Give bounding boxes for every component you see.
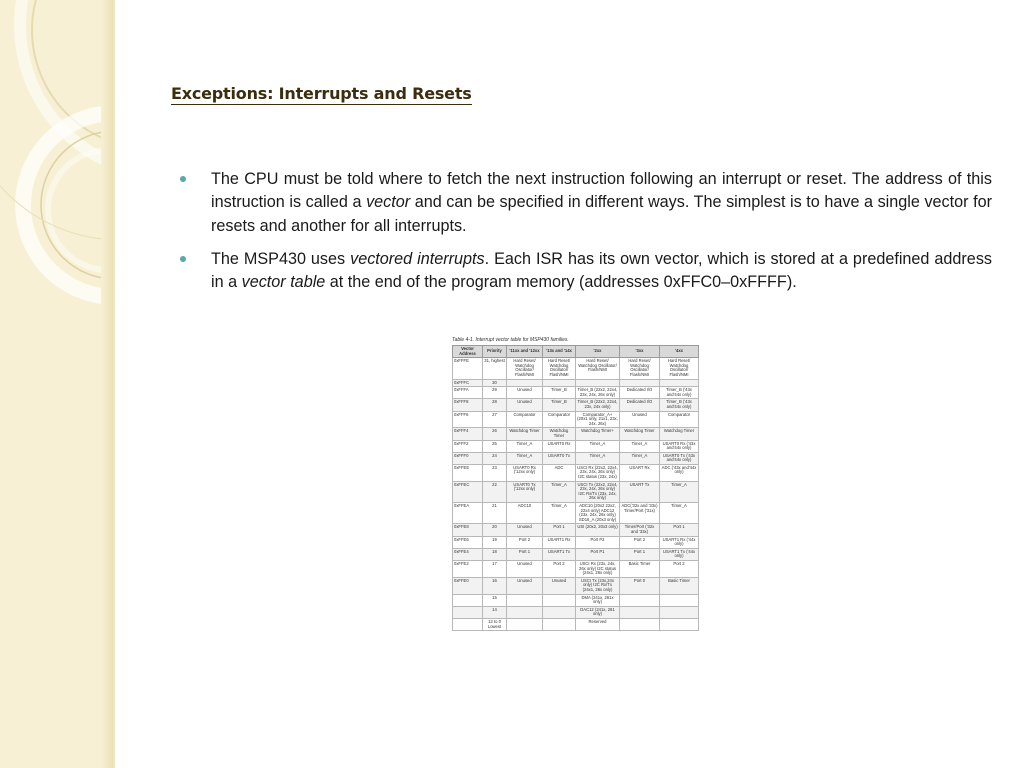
table-cell [543,379,576,387]
table-cell: Timer_A [543,481,576,502]
table-cell [620,594,660,606]
table-cell: Timer_B [543,387,576,399]
table-cell: 31, highest [483,358,507,379]
table-cell: Timer_A [576,440,620,452]
table-cell: USART Rx [620,464,660,481]
table-row [453,428,699,440]
table-row [453,411,699,428]
table-column-header: '2xx [576,346,620,358]
table-cell: USART0 Tx ('43x and'44x only) [660,452,699,464]
table-cell: Comparator [660,411,699,428]
table-cell: Timer_A [660,481,699,502]
decorative-circles-graphic [0,0,113,768]
table-cell: 0xFFF0 [453,452,483,464]
table-row [453,358,699,379]
table-row [453,577,699,594]
table-cell: Port 0 [620,577,660,594]
table-cell: 0xFFE0 [453,577,483,594]
table-cell: Dedicated I/O [620,387,660,399]
table-cell: 0xFFEA [453,503,483,524]
table-cell [660,606,699,618]
table-cell: ADC10 [507,503,543,524]
table-row [453,548,699,560]
table-cell: Hard Reset/ Watchdog Oscillator/ Flash/NMI [507,358,543,379]
table-cell: Timer_B ('43x and'44x only) [660,387,699,399]
table-column-header: '4xx [660,346,699,358]
table-cell [543,618,576,630]
table-cell [507,594,543,606]
emphasized-term: vectored interrupts [350,249,485,268]
bullet-dot-icon [180,256,186,262]
table-cell: 0xFFF8 [453,399,483,411]
table-cell: Hard Reset/ Watchdog Oscillator/ Flash/NMI [660,358,699,379]
emphasized-term: vector [366,193,411,212]
table-cell: 30 [483,379,507,387]
table-cell: Port 2 [507,536,543,548]
table-cell [660,594,699,606]
table-cell: 0xFFE8 [453,524,483,536]
table-cell: Basic Timer [660,577,699,594]
table-cell: 0xFFFA [453,387,483,399]
table-cell: Basic Timer [620,560,660,577]
table-cell [507,618,543,630]
table-cell: 20 [483,524,507,536]
table-cell: 24 [483,452,507,464]
table-header-row [453,346,699,358]
table-cell: USART1 Rx [543,536,576,548]
table-cell: DAC12 (241x, 261 only) [576,606,620,618]
table-cell: Port 1 [660,524,699,536]
table-column-header: Vector Address [453,346,483,358]
bullet-text: . Each ISR has its own vector, which is stored at a predefined address in a [211,249,993,292]
table-cell: USART Tx [620,481,660,502]
table-cell: Comparator_A+ (20x1 only, 21x1, 23x, 24x, 26x) [576,411,620,428]
table-cell: 0xFFE6 [453,536,483,548]
table-cell: Timer_A [660,503,699,524]
table-cell [453,594,483,606]
table-cell: Timer_B (22x2, 22x4, 23x, 24x only) [576,399,620,411]
table-row [453,464,699,481]
table-cell [507,606,543,618]
table-cell: Port 1 [620,548,660,560]
table-cell: ADC('32x and '33x) Timer/Port ('31x) [620,503,660,524]
table-row [453,524,699,536]
emphasized-term: vector table [241,273,326,292]
table-cell: Timer_A [507,440,543,452]
table-cell: Hard Reset/ Watchdog Oscillator/ Flash/NMI [543,358,576,379]
table-cell: Port P2 [576,536,620,548]
bullet-text: The MSP430 uses [211,249,351,268]
table-cell: ADC10 (20x2 22x2, 22x4 only) ADC12 (23x, 24x, 26x only) SD16_A (20x3 only) [576,503,620,524]
table-row [453,560,699,577]
table-cell: 0xFFFE [453,358,483,379]
bullet-text: at the end of the program memory (addresses 0xFFC0–0xFFFF). [325,273,797,292]
table-cell: USART0 Rx ('43x and'44x only) [660,440,699,452]
table-cell: Unused [507,560,543,577]
table-cell: 0xFFFC [453,379,483,387]
table-cell: 0xFFF2 [453,440,483,452]
table-column-header: Priority [483,346,507,358]
table-row [453,379,699,387]
table-cell [453,606,483,618]
table-cell: USI (20x2, 20x3 only) [576,524,620,536]
table-cell: Comparator [543,411,576,428]
table-cell [620,379,660,387]
table-cell: 19 [483,536,507,548]
table-cell: USCI Tx (22x2, 22x4, 23x, 24x, 26x only) I2C Rx/Tx (23x, 24x, 26x only) [576,481,620,502]
table-cell: 29 [483,387,507,399]
table-cell: Hard Reset/ Watchdog Oscillator/ Flash/NMI [620,358,660,379]
table-cell: Timer_A [507,452,543,464]
table-cell: Watchdog Timer [620,428,660,440]
table-cell: 0xFFF4 [453,428,483,440]
table-cell: USCI Rx (22x2, 22x4, 23x, 24x, 26x only) I2C status (23x, 24x) [576,464,620,481]
table-cell [543,606,576,618]
table-cell: USCI Tx (23x,24x only) I2C Rx/Tx (24x1, 26x only) [576,577,620,594]
table-cell: Unused [507,524,543,536]
bullet-text: and can be specified in different ways. The simplest is to have a single vector for resets and another for all interrupts. [211,193,992,235]
table-cell: Comparator [507,411,543,428]
table-cell: Port P1 [576,548,620,560]
table-cell: ADC [543,464,576,481]
table-column-header: '13x and '14x [543,346,576,358]
table-cell: USART0 Tx [543,452,576,464]
table-column-header: '3xx [620,346,660,358]
bullet-item [180,248,992,295]
table-cell: Timer/Port ('32x and '33x) [620,524,660,536]
table-cell: Unused [543,577,576,594]
table-cell: Port 1 [543,524,576,536]
table-cell: Timer_B ('43x and'44x only) [660,399,699,411]
table-cell: 16 [483,577,507,594]
table-cell: Unused [507,577,543,594]
table-cell: Port 2 [620,536,660,548]
table-cell: Timer_A [620,452,660,464]
table-cell: 0xFFF6 [453,411,483,428]
vector-table-figure [452,335,698,687]
table-caption: Table 4-1. Interrupt vector table for MSP430 families. [452,337,569,343]
bullet-item [180,168,992,238]
table-row [453,594,699,606]
bullet-dot-icon [180,176,186,182]
table-cell: Port 1 [507,548,543,560]
table-cell: 28 [483,399,507,411]
table-cell: USART1 Tx ('44x only) [660,548,699,560]
table-cell: 0xFFEC [453,481,483,502]
table-body [453,358,699,631]
table-row [453,481,699,502]
table-row [453,618,699,630]
table-row [453,452,699,464]
table-cell: 26 [483,428,507,440]
table-row [453,387,699,399]
table-cell: Dedicated I/O [620,399,660,411]
table-cell: Hard Reset/ Watchdog Oscillator/ Flash/NMI [576,358,620,379]
bullet-text: The CPU must be told where to fetch the next instruction following an interrupt or reset. The address of this instruction is called a [211,170,992,212]
table-cell: 21 [483,503,507,524]
table-cell: Timer_A [620,440,660,452]
table-cell: Unused [620,411,660,428]
bullet-list [180,168,992,304]
table-cell: 18 [483,548,507,560]
table-row [453,606,699,618]
table-cell [620,618,660,630]
table-cell: USART0 Rx ('12xx only) [507,464,543,481]
table-cell: Unused [507,387,543,399]
table-cell: 25 [483,440,507,452]
table-cell [660,618,699,630]
table-cell: USCI Rx (23x, 24x, 26x only) I2C status (24x1, 26x only) [576,560,620,577]
table-cell: USART1 Rx ('44x only) [660,536,699,548]
table-cell: Reserved [576,618,620,630]
table-cell: Watchdog Timer [660,428,699,440]
table-cell: USART1 Tx [543,548,576,560]
table-cell [453,618,483,630]
table-cell [660,379,699,387]
table-cell: 23 [483,464,507,481]
table-cell: 17 [483,560,507,577]
table-cell: USART0 Tx ('12xx only) [507,481,543,502]
table-cell: Port 2 [543,560,576,577]
table-cell [543,594,576,606]
table-row [453,503,699,524]
table-cell: 15 [483,594,507,606]
table-cell: 0xFFEE [453,464,483,481]
table-cell [576,379,620,387]
table-cell [620,606,660,618]
interrupt-vector-table [452,345,699,631]
table-cell: Timer_B (22x2, 22x4, 23x, 24x, 26x only) [576,387,620,399]
table-row [453,440,699,452]
table-row [453,399,699,411]
table-row [453,536,699,548]
table-cell: Unused [507,399,543,411]
table-cell: Timer_A [576,452,620,464]
table-cell: Watchdog Timer [543,428,576,440]
table-cell: 27 [483,411,507,428]
table-cell: Port 2 [660,560,699,577]
table-cell: DMA (241x, 261x only) [576,594,620,606]
table-cell: Timer_A [543,503,576,524]
table-cell: Timer_B [543,399,576,411]
decorative-sidebar [0,0,115,768]
table-cell: 22 [483,481,507,502]
table-cell: Watchdog Timer [507,428,543,440]
table-cell: Watchdog Timer+ [576,428,620,440]
table-cell: ADC ('43x and'44x only) [660,464,699,481]
table-cell: 13 to 0 Lowest [483,618,507,630]
table-cell: 0xFFE2 [453,560,483,577]
table-cell: 0xFFE4 [453,548,483,560]
table-column-header: '11xx and '12xx [507,346,543,358]
table-cell: USART0 Rx [543,440,576,452]
table-cell [507,379,543,387]
slide-title: Exceptions: Interrupts and Resets [171,84,472,103]
table-cell: 14 [483,606,507,618]
